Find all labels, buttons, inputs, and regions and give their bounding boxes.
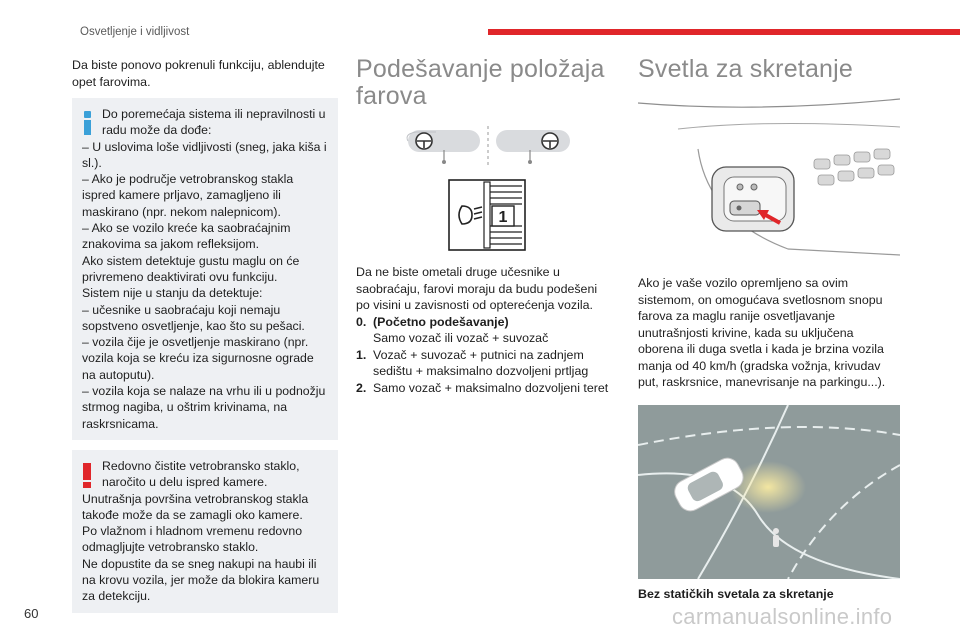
page-number: 60 bbox=[24, 606, 39, 621]
headlamp-description: Da ne biste ometali druge učesnike u saobraćaju, farovi moraju da budu podešeni po visini u zavisnosti od opterećenja vozila. bbox=[356, 265, 598, 312]
info-line: Ako sistem detektuje gustu maglu on će privremeno deaktivirati ovu funkciju. bbox=[82, 253, 300, 284]
info-line: – Ako se vozilo kreće ka saobraćajnim znakovima sa jakom refleksijom. bbox=[82, 221, 291, 252]
list-item bbox=[356, 347, 612, 380]
cornering-description: Ako je vaše vozilo opremljeno sa ovim sistemom, on omogućava svetlosnom snopu farova za maglu ranije osvetljavanje unutrašnjosti krivine, kada su uključena oborena ili duga svetla i kada je brzina vozila manja od 40 km/h (gradska vožnja, krivudav put, raskrsnice, manevrisanje na parkingu...). bbox=[638, 276, 886, 389]
high-load-car-icon bbox=[496, 130, 570, 164]
headlamp-adjustment-title: Podešavanje položaja farova bbox=[356, 55, 605, 110]
position-text: Samo vozač + maksimalno dozvoljeni teret bbox=[373, 380, 609, 395]
position-text: Samo vozač ili vozač + suvozač bbox=[373, 331, 549, 345]
figure-caption: Bez statičkih svetala za skretanje bbox=[638, 586, 834, 601]
info-line: Sistem nije u stanju da detektuje: bbox=[82, 286, 263, 301]
fog-lamp-photo bbox=[638, 89, 900, 267]
pedestrian-icon bbox=[773, 528, 779, 547]
left-column bbox=[72, 57, 338, 613]
position-text: Vozač + suvozač + putnici na zadnjem sedištu + maksimalno dozvoljeni prtljag bbox=[373, 347, 589, 378]
headlamp-beam-illustration bbox=[356, 122, 612, 170]
warning-line: Unutrašnja površina vetrobranskog stakla takođe može da se zamagli oko kamere. bbox=[82, 491, 309, 522]
list-item bbox=[356, 314, 612, 347]
load-position-list bbox=[356, 314, 612, 397]
position-number: 1. bbox=[356, 347, 367, 362]
warning-line: Redovno čistite vetrobransko staklo, naročito u delu ispred kamere. bbox=[102, 458, 300, 490]
intro-text: Da biste ponovo pokrenuli funkciju, ablendujte opet farovima. bbox=[72, 58, 325, 89]
cornering-scene-illustration bbox=[638, 405, 900, 579]
position-number: 0. bbox=[356, 314, 367, 329]
warning-line: Ne dopustite da se sneg nakupi na haubi ili na krovu vozila, jer može da blokira kameru za detekciju. bbox=[82, 556, 320, 604]
headlamp-level-dial-illustration bbox=[356, 178, 612, 254]
info-line: – vozila koja se nalaze na vrhu ili u podnožju strmog nagiba, u oštrim krivinama, na raskrsnicama. bbox=[82, 384, 326, 431]
low-load-car-icon bbox=[407, 130, 480, 164]
info-line: – Ako je područje vetrobranskog stakla ispred kamere prljavo, zamagljeno ili maskirano (npr. nekom nalepnicom). bbox=[82, 172, 294, 219]
position-title: (Početno podešavanje) bbox=[373, 314, 509, 329]
info-line: – U uslovima loše vidljivosti (sneg, jaka kiša i sl.). bbox=[82, 139, 327, 170]
watermark: carmanualsonline.info bbox=[672, 604, 893, 629]
warning-note bbox=[72, 450, 338, 613]
header-section-title: Osvetljenje i vidljivost bbox=[80, 26, 190, 38]
middle-column bbox=[356, 56, 612, 396]
info-line: Do poremećaja sistema ili nepravilnosti u radu može da dođe: bbox=[102, 107, 326, 138]
header-accent-bar bbox=[488, 29, 960, 35]
cornering-lights-title: Svetla za skretanje bbox=[638, 55, 854, 83]
info-note bbox=[72, 98, 338, 440]
info-icon bbox=[84, 111, 91, 135]
info-line: – učesnike u saobraćaju koji nemaju sopstveno osvetljenje, kao što su pešaci. bbox=[82, 302, 305, 333]
info-line: – vozila čije je osvetljenje maskirano (npr. vozila koja se kreću iza sigurnosne ograde na autoputu). bbox=[82, 335, 314, 382]
right-column bbox=[638, 56, 900, 601]
position-number: 2. bbox=[356, 380, 367, 395]
warning-line: Po vlažnom i hladnom vremenu redovno odmagljujte vetrobransko staklo. bbox=[82, 524, 303, 555]
warning-icon bbox=[83, 463, 91, 487]
list-item bbox=[356, 380, 612, 397]
dial-value: 1 bbox=[498, 209, 508, 226]
